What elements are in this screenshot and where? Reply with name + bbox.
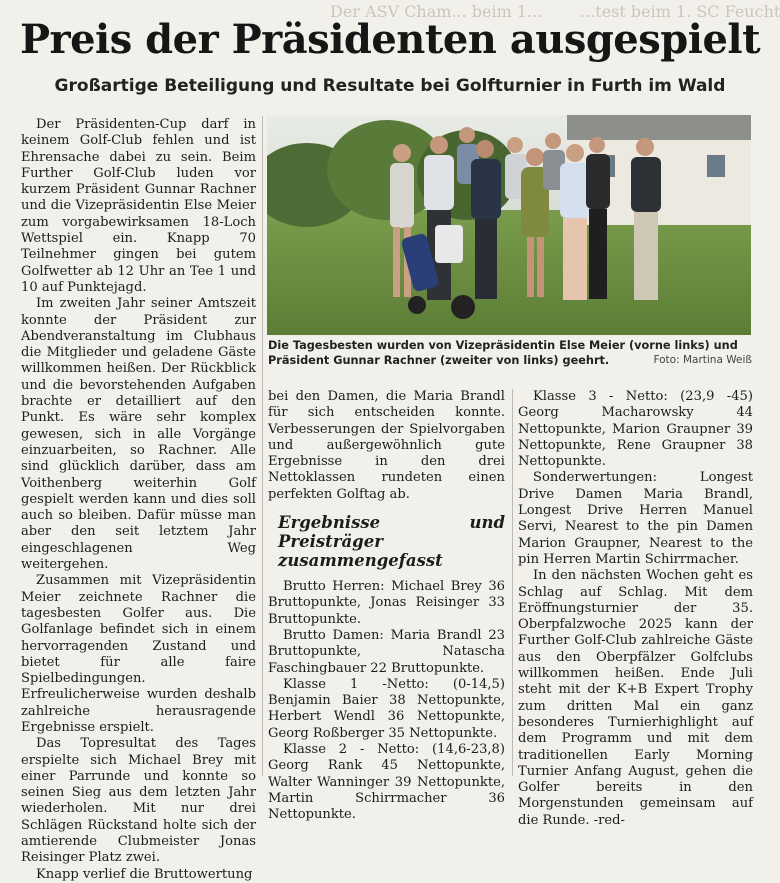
result-entry: Klasse 3 - Netto: (23,9 -45) Georg Macharowsky 44 Nettopunkte, Marion Graupner 39 Nettopunkte, Rene Graupner 38 Nettopunkte. (518, 389, 753, 470)
paragraph: Das Topresultat des Tages erspielte sich Michael Brey mit einer Parrunde und konnte so seinen Sieg aus dem letzten Jahr wiederholen. Mit nur drei Schlägen Rückstand holte sich der amtierende Clubmeister Jonas Reisinger Platz zwei. (21, 736, 256, 866)
paragraph: Knapp verlief die Bruttowertung (36, 866, 253, 882)
result-entry: Brutto Damen: Maria Brandl 23 Bruttopunkte, Natascha Faschingbauer 22 Bruttopunkte. (268, 627, 505, 676)
article-subheadline: Großartige Beteiligung und Resultate bei Golfturnier in Furth im Wald (54, 76, 726, 96)
paragraph: bei den Damen, die Maria Brandl für sich entscheiden konnte. Verbesserungen der Spielvorgaben und außergewöhnlich gute Ergebnisse in den drei Nettoklassen rundeten einen perfekten Golftag ab. (268, 389, 505, 502)
column-2 (268, 389, 505, 824)
column-1 (21, 117, 256, 883)
group-photo (267, 115, 751, 335)
result-entry: Klasse 2 - Netto: (14,6-23,8) Georg Rank 45 Nettopunkte, Walter Wanninger 39 Nettopunkte, Martin Schirrmacher 36 Nettopunkte. (268, 742, 505, 823)
paragraph: In den nächsten Wochen geht es Schlag auf Schlag. Mit dem Eröffnungsturnier der 35. Oberpfalzwoche 2025 kann der Further Golf-Club zahlreiche Gäste aus den Oberpfälzer Golfclubs willkommen heißen. Ende Juli steht mit der K+B Expert Trophy zum dritten Mal ein ganz besonderes Turnierhighlight auf dem Programm und mit dem traditionellen Early Morning Turnier Anfang August, gehen die Golfer bereits in den Morgenstunden gemeinsam auf die Runde. -red- (518, 568, 753, 828)
column-divider (262, 116, 263, 776)
paragraph: Zusammen mit Vizepräsidentin Meier zeichnete Rachner die tagesbesten Golfer aus. Die Golfanlage befindet sich in einem hervorragenden Zustand und bietet für alle faire Spielbedingungen. Erfreulicherweise wurden deshalb zahlreiche herausragende Ergebnisse erspielt. (21, 573, 256, 735)
column-divider (512, 389, 513, 776)
result-entry: Sonderwertungen: Longest Drive Damen Maria Brandl, Longest Drive Herren Manuel Servi, Nearest to the pin Damen Marion Graupner, Nearest to the pin Herren Martin Schirrmacher. (518, 470, 753, 567)
article-headline: Preis der Präsidenten ausgespielt (19, 16, 761, 63)
photo-caption-text: Die Tagesbesten wurden von Vizepräsidentin Else Meier (vorne links) und Präsident Gunnar Rachner (zweiter von links) geehrt. (268, 339, 738, 367)
adjacent-headline-middle: Der ASV Cham... beim 1... (330, 2, 543, 21)
adjacent-headline-right: ...test beim 1. SC Feucht (580, 2, 780, 21)
results-heading: Ergebnisse und Preisträger zusammengefasst (278, 513, 505, 571)
result-entry: Brutto Herren: Michael Brey 36 Bruttopunkte, Jonas Reisinger 33 Bruttopunkte. (268, 579, 505, 627)
golfers-photo-illustration (267, 115, 751, 335)
paragraph: Im zweiten Jahr seiner Amtszeit konnte der Präsident zur Abendveranstaltung im Clubhaus die Mitglieder und geladene Gäste willkommen heißen. Der Rückblick und die bevorstehenden Aufgaben brachte er detailliert auf den Punkt. Es wäre sehr komplex gewesen, sich in alle Vorgänge einzuarbeiten, so Rachner. Alle sind glücklich darüber, dass am Voithenberg weiterhin Golf gespielt werden kann und dies soll auch so bleiben. Dafür müsse man aber den seit letztem Jahr eingeschlagenen Weg weitergehen. (21, 296, 256, 573)
column-3 (518, 389, 753, 829)
result-entry: Klasse 1 -Netto: (0-14,5) Benjamin Baier 38 Nettopunkte, Herbert Wendl 36 Nettopunkte, Georg Roßberger 35 Nettopunkte. (268, 676, 505, 741)
photo-credit: Foto: Martina Weiß (653, 354, 752, 366)
paragraph: Der Präsidenten-Cup darf in keinem Golf-Club fehlen und ist Ehrensache dabei zu sein. Beim Further Golf-Club luden vor kurzem Präsident Gunnar Rachner und die Vizepräsidentin Else Meier zum vorgabewirksamen 18-Loch Wettspiel ein. Knapp 70 Teilnehmer gingen bei gutem Golfwetter ab 12 Uhr an Tee 1 und 10 auf Punktejagd. (21, 117, 256, 295)
photo-caption (268, 338, 752, 368)
